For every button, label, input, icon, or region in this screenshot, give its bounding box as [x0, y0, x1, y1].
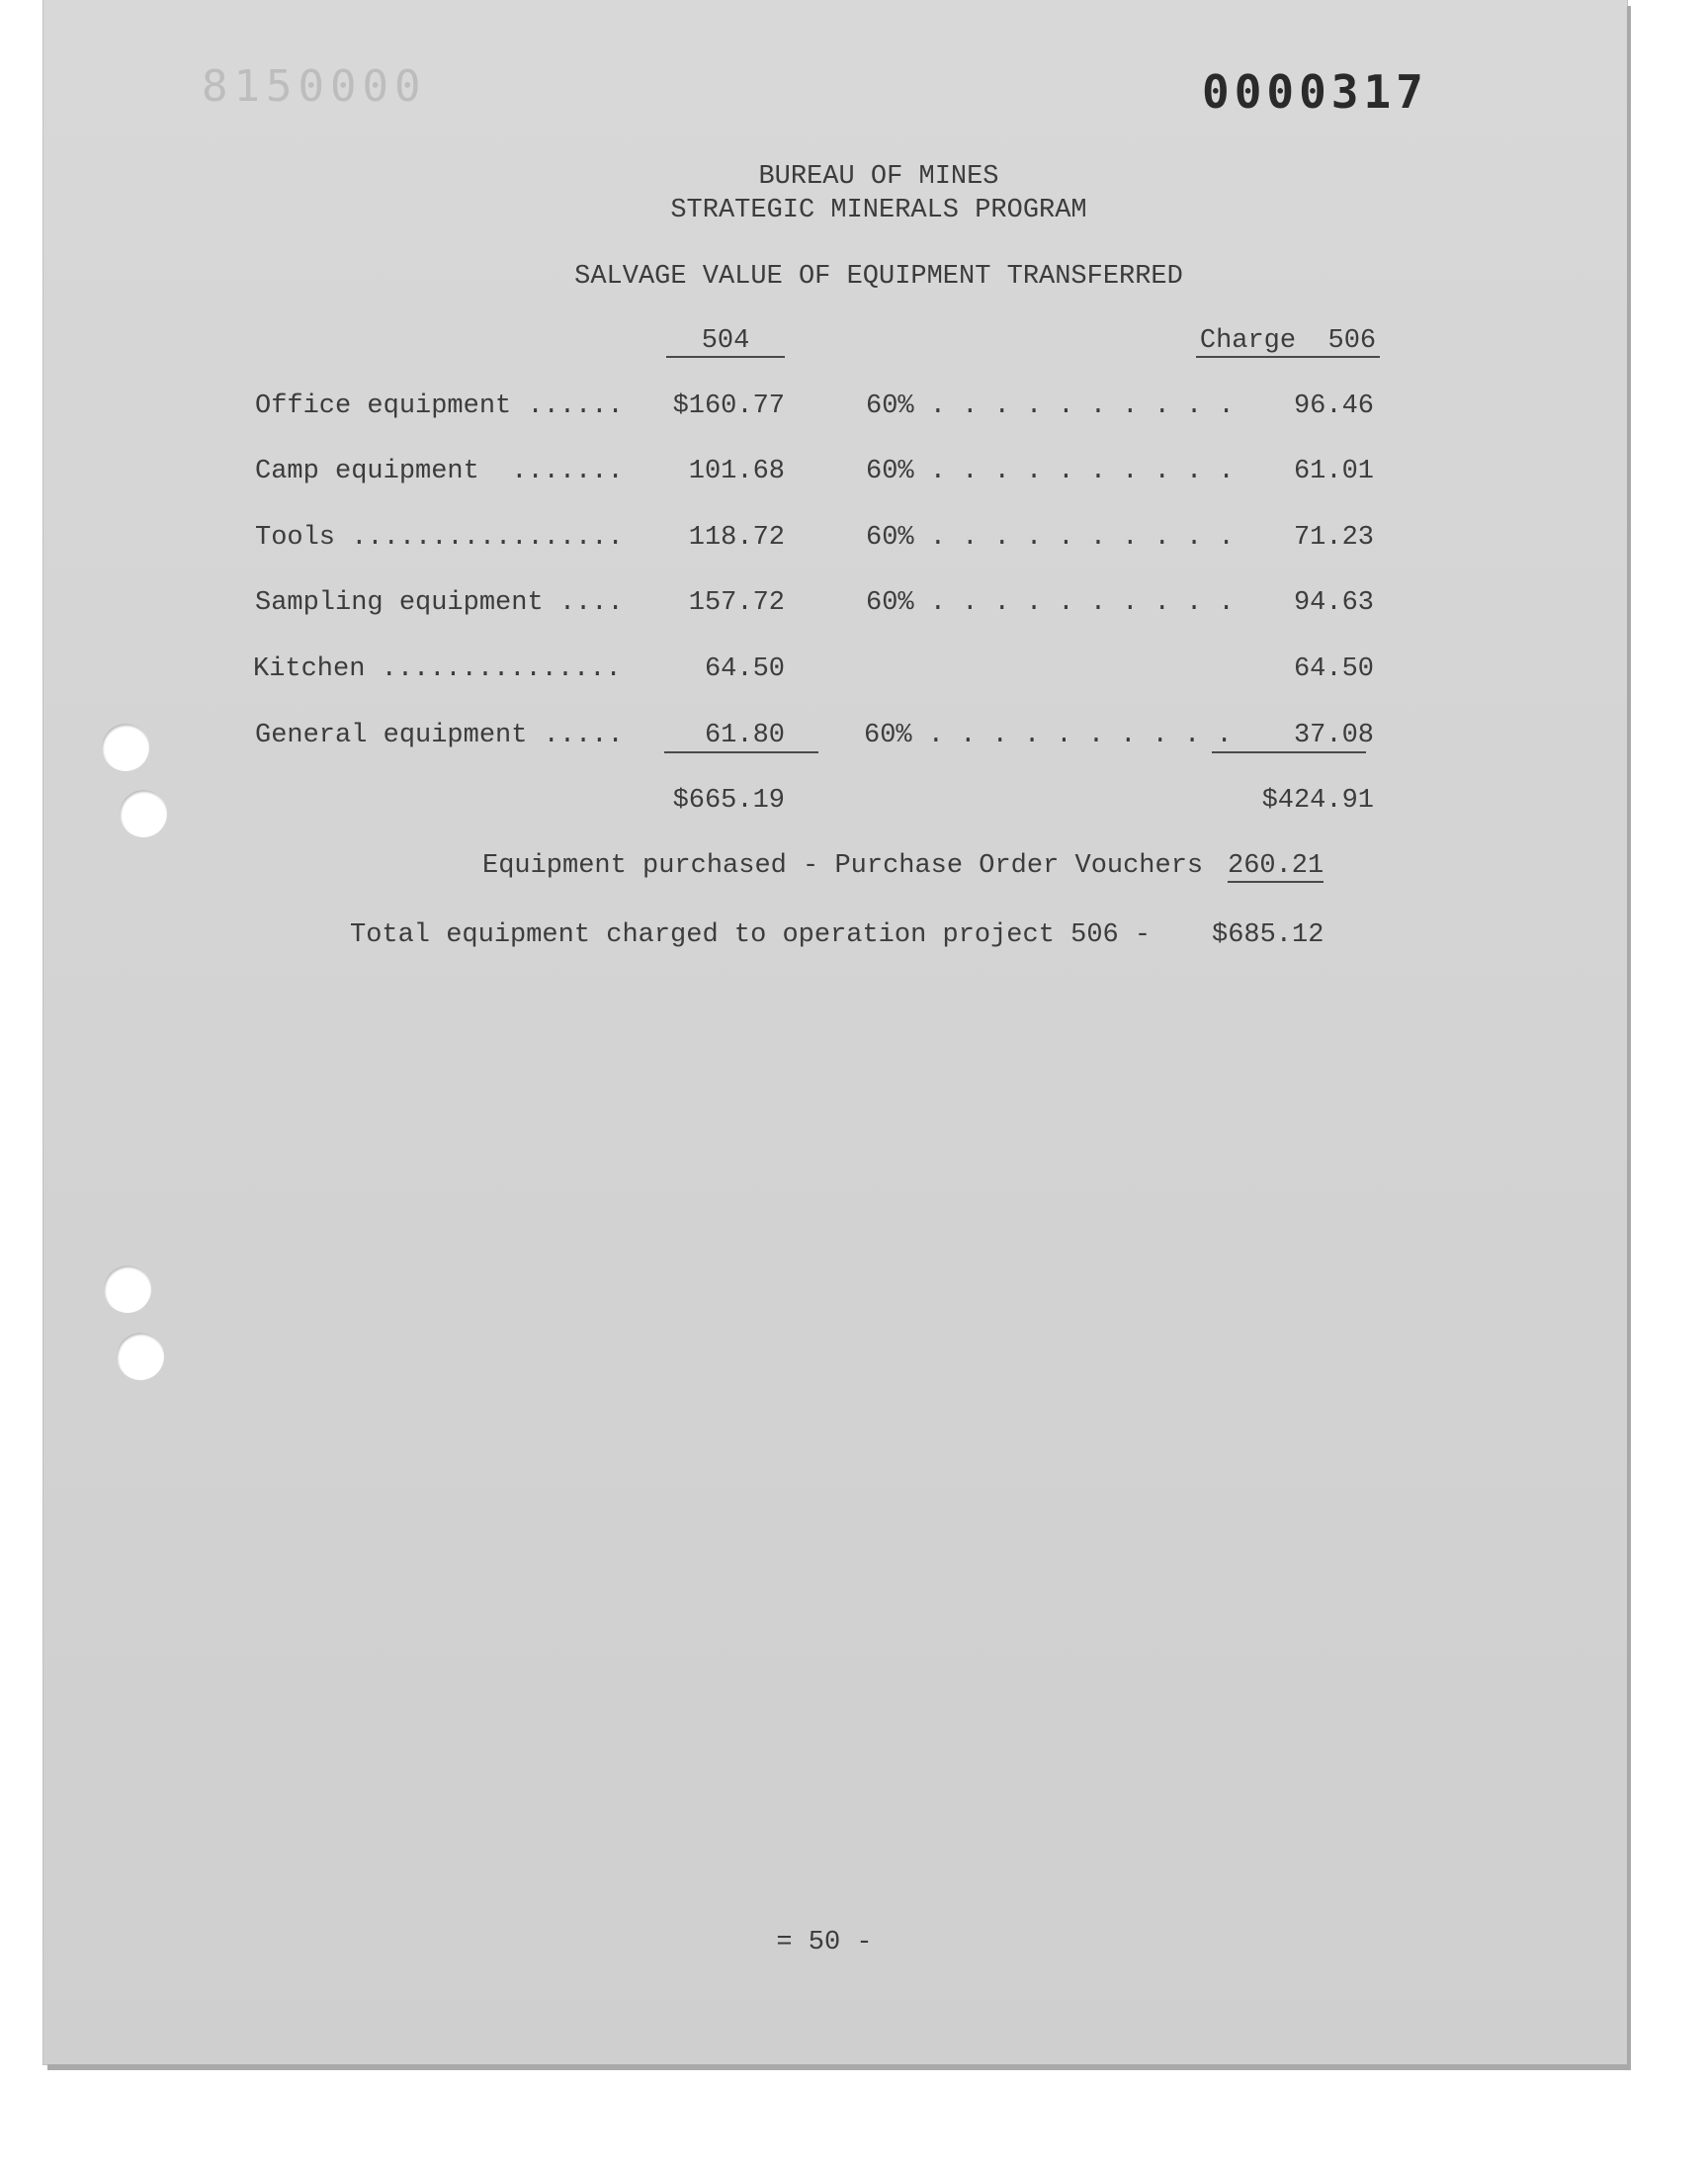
total-504: $665.19: [672, 786, 785, 816]
purchased-label: Equipment purchased - Purchase Order Vouchers: [482, 851, 1204, 881]
row-label: Kitchen ...............: [253, 654, 622, 684]
row-rate: 60% . . . . . . . . . .: [866, 392, 1235, 421]
row-label: Office equipment ......: [255, 392, 624, 421]
row-charge-506: 71.23: [1293, 523, 1374, 553]
punch-hole: [117, 1333, 164, 1380]
row-value-504: 101.68: [688, 457, 785, 486]
document-title: SALVAGE VALUE OF EQUIPMENT TRANSFERRED: [574, 262, 1183, 292]
row-label: General equipment .....: [255, 721, 624, 750]
subtotal-rule-506: [1212, 751, 1366, 753]
row-charge-506: 61.01: [1293, 457, 1374, 486]
row-charge-506: 94.63: [1293, 588, 1374, 618]
column-header-charge-506: Charge 506: [1196, 326, 1380, 358]
row-value-504: 157.72: [688, 588, 785, 618]
row-charge-506: 64.50: [1293, 654, 1374, 684]
subtotal-rule-504: [664, 751, 818, 753]
punch-hole: [102, 724, 149, 771]
row-value-504: 118.72: [688, 523, 785, 553]
punch-hole: [104, 1265, 151, 1313]
grand-total-value: $685.12: [1212, 920, 1324, 950]
purchased-value: 260.21: [1228, 851, 1324, 881]
punch-hole: [120, 790, 167, 837]
document-page: [43, 0, 1627, 2064]
column-header-504: 504: [666, 326, 785, 358]
grand-total-label: Total equipment charged to operation project 506 -: [350, 920, 1152, 950]
document-number: 0000317: [1202, 65, 1428, 119]
row-charge-506: 37.08: [1293, 721, 1374, 750]
row-label: Sampling equipment ....: [255, 588, 624, 618]
row-rate: 60% . . . . . . . . . .: [866, 588, 1235, 618]
row-label: Tools .................: [255, 523, 624, 553]
row-value-504: 61.80: [704, 721, 785, 750]
row-label: Camp equipment .......: [255, 457, 624, 486]
total-506: $424.91: [1261, 786, 1374, 816]
header-bureau: BUREAU OF MINES: [758, 162, 999, 192]
page-number: = 50 -: [776, 1928, 873, 1958]
row-rate: 60% . . . . . . . . . .: [864, 721, 1233, 750]
row-rate: 60% . . . . . . . . . .: [866, 457, 1235, 486]
row-value-504: $160.77: [672, 392, 785, 421]
ghost-stamp-number: 8150000: [202, 61, 427, 112]
row-charge-506: 96.46: [1293, 392, 1374, 421]
row-value-504: 64.50: [704, 654, 785, 684]
row-rate: 60% . . . . . . . . . .: [866, 523, 1235, 553]
header-program: STRATEGIC MINERALS PROGRAM: [670, 196, 1087, 225]
